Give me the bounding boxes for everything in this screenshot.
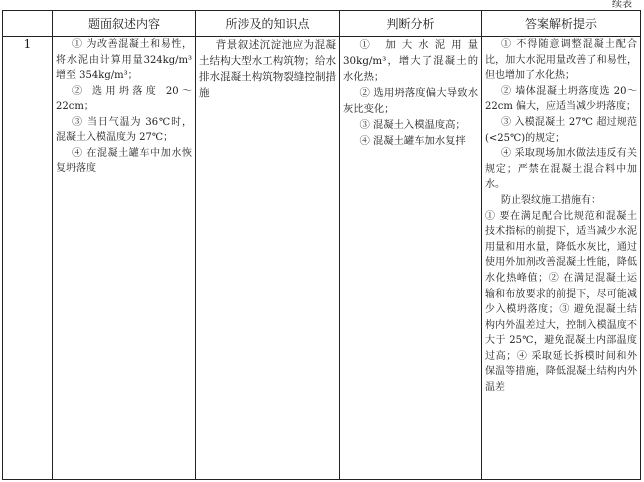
row-index: 1 xyxy=(3,37,53,480)
continued-label: 续表 xyxy=(612,0,632,10)
knowledge-cell xyxy=(196,37,340,480)
table-header-row xyxy=(3,11,641,37)
analysis-cell xyxy=(340,37,482,480)
answer-item-1: ① 不得随意调整混凝土配合比，加大水泥用量改善了和易性，但也增加了水化热； xyxy=(485,39,637,82)
content-item-2: ② 选用坍落度 20～22cm； xyxy=(56,85,192,112)
header-index xyxy=(3,11,53,37)
content-item-1: ① 为改善混凝土和易性，将水泥由计算用量324kg/m³ 增至 354kg/m³； xyxy=(56,39,192,81)
content-item-3: ③ 当日气温为 36℃时，混凝土入模温度为 27℃； xyxy=(56,116,192,143)
analysis-item-4: ④ 混凝土罐车加水复拌 xyxy=(359,135,466,147)
answer-item-2: ② 墙体混凝土坍落度选 20～22cm 偏大，应适当减少坍落度； xyxy=(485,85,637,113)
analysis-item-3: ③ 混凝土入模温度高； xyxy=(359,119,466,131)
header-content: 题面叙述内容 xyxy=(53,11,196,37)
header-knowledge: 所涉及的知识点 xyxy=(196,11,340,37)
content-item-4: ④ 在混凝土罐车中加水恢复坍落度 xyxy=(56,147,192,174)
answer-item-4: ④ 采取现场加水做法违反有关规定；严禁在混凝土混合料中加水。 xyxy=(485,148,637,191)
content-cell xyxy=(53,37,196,480)
analysis-item-2: ② 选用坍落度偏大导致水灰比变化； xyxy=(343,87,478,115)
table-row xyxy=(3,37,641,480)
knowledge-text: 背景叙述沉淀池应为混凝土结构大型水工构筑物；给水排水混凝土构筑物裂缝控制措施 xyxy=(199,39,336,99)
header-analysis: 判断分析 xyxy=(340,11,482,37)
answer-measures-text: ① 要在满足配合比规范和混凝土技术指标的前提下，适当减少水泥用量和用水量，降低水灰比，通过使用外加剂改善混凝土性能，降低水化热峰值；② 在满足混凝土运输和布放要求的前提下，尽可能减少入模坍落度；③ 避免混凝土结构内外温差过大，控制入模温度不大于 25℃，避免混凝土内部温度过高；④ 采取延长拆模时间和外保温等措施，降低混凝土结构内外温差 xyxy=(485,210,637,394)
answer-measures-heading: 防止裂纹施工措施有： xyxy=(501,194,601,206)
analysis-item-1: ① 加大水泥用量30kg/m³，增大了混凝土的水化热； xyxy=(343,39,478,83)
answer-cell xyxy=(482,37,641,480)
answer-item-3: ③ 入模混凝土 27℃ 超过规范(<25℃)的规定； xyxy=(485,116,637,144)
analysis-table xyxy=(2,10,641,480)
header-answer: 答案解析提示 xyxy=(482,11,641,37)
